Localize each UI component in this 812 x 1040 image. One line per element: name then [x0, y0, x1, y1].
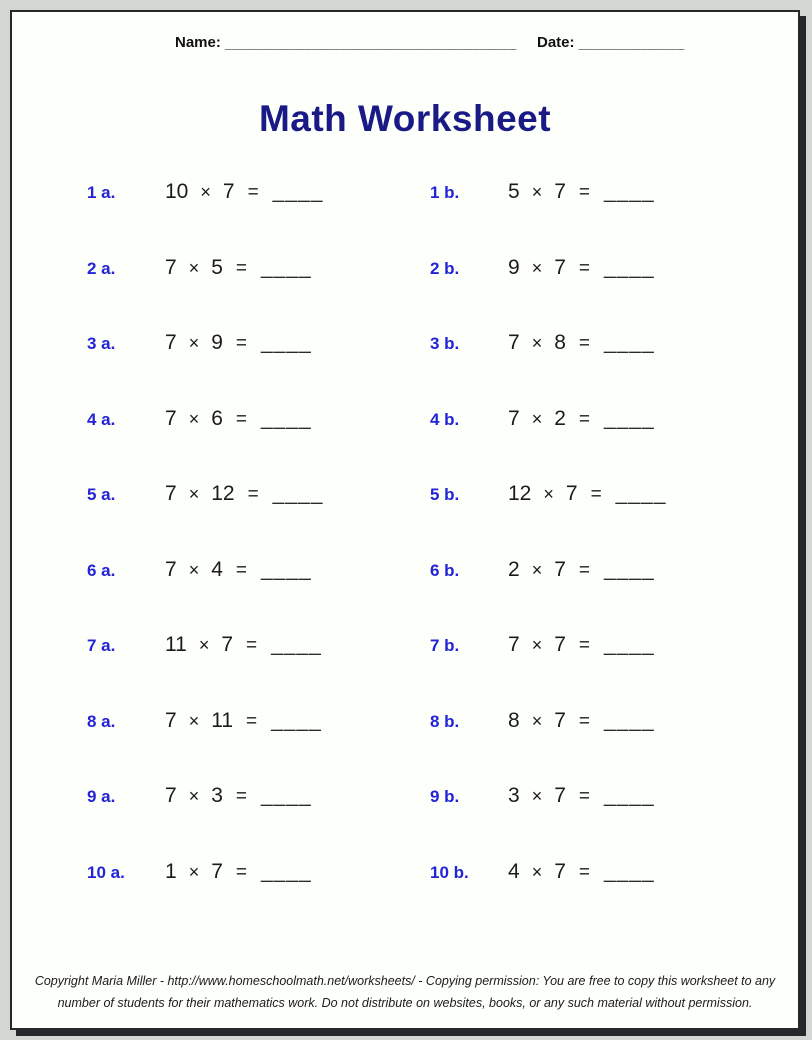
factor-2: 6 — [211, 406, 223, 430]
problem-expression — [508, 180, 655, 204]
problem-label: 9 b. — [430, 787, 460, 806]
worksheet-page — [10, 10, 800, 1030]
times-sign: × — [531, 635, 543, 655]
copyright-footer — [12, 970, 798, 1014]
problem-label: 7 b. — [430, 636, 460, 655]
equals-sign: = — [246, 710, 258, 732]
times-sign: × — [531, 408, 543, 429]
problem-label: 4 a. — [87, 409, 116, 429]
problem-expression — [165, 784, 312, 808]
equals-sign: = — [247, 484, 259, 505]
answer-blank: ____ — [604, 633, 655, 656]
problem-label: 1 b. — [430, 183, 460, 202]
factor-2: 9 — [211, 331, 223, 354]
equals-sign: = — [578, 786, 590, 807]
problem-2b — [430, 256, 798, 332]
problem-expression — [165, 709, 322, 733]
problem-label: 1 a. — [87, 183, 116, 202]
problem-expression — [508, 407, 655, 431]
answer-blank: ____ — [615, 482, 667, 505]
answer-blank: ____ — [604, 406, 655, 430]
equals-sign: = — [235, 559, 247, 581]
factor-2: 7 — [554, 255, 566, 279]
problem-expression — [165, 860, 312, 884]
factor-1: 10 — [165, 180, 189, 203]
factor-1: 7 — [165, 784, 177, 807]
equals-sign: = — [235, 408, 247, 430]
problems-grid — [12, 180, 798, 935]
problem-label: 5 b. — [430, 485, 460, 504]
name-line: _________________________________ — [225, 34, 517, 51]
factor-1: 7 — [165, 708, 177, 732]
equals-sign: = — [578, 710, 590, 732]
times-sign: × — [543, 484, 554, 504]
answer-blank: ____ — [271, 708, 322, 732]
factor-2: 3 — [211, 784, 223, 807]
factor-1: 8 — [508, 708, 520, 732]
problem-label: 8 b. — [430, 711, 460, 731]
equals-sign: = — [247, 182, 259, 203]
times-sign: × — [188, 710, 200, 731]
answer-blank: ____ — [604, 784, 655, 807]
factor-2: 7 — [554, 180, 566, 203]
factor-2: 2 — [554, 406, 566, 430]
times-sign: × — [198, 635, 210, 655]
problem-5a — [87, 482, 430, 558]
times-sign: × — [188, 408, 200, 429]
times-sign: × — [531, 559, 543, 580]
equals-sign: = — [578, 635, 590, 656]
problem-7a — [87, 633, 430, 709]
equals-sign: = — [235, 333, 247, 354]
times-sign: × — [188, 257, 200, 278]
equals-sign: = — [578, 559, 590, 581]
problem-expression — [165, 482, 323, 506]
answer-blank: ____ — [604, 180, 655, 203]
problem-6b — [430, 558, 798, 634]
problem-expression — [508, 256, 655, 280]
factor-1: 7 — [165, 331, 177, 354]
times-sign: × — [188, 559, 200, 580]
factor-2: 7 — [554, 557, 566, 581]
times-sign: × — [531, 861, 543, 882]
copyright-line-2: number of students for their mathematics work. Do not distribute on websites, books, or any such material without permission. — [57, 996, 753, 1010]
date-label: Date: — [537, 34, 575, 51]
problem-10b — [430, 860, 798, 936]
times-sign: × — [188, 484, 200, 504]
factor-1: 7 — [165, 406, 177, 430]
factor-1: 4 — [508, 859, 520, 883]
date-group — [537, 34, 685, 51]
equals-sign: = — [235, 257, 247, 279]
answer-blank: ____ — [261, 255, 312, 279]
name-label: Name: — [175, 34, 221, 51]
problem-expression — [508, 784, 655, 808]
answer-blank: ____ — [604, 331, 655, 354]
problem-label: 9 a. — [87, 787, 116, 806]
problem-label: 5 a. — [87, 485, 116, 504]
problem-label: 3 b. — [430, 334, 460, 353]
times-sign: × — [531, 333, 543, 353]
answer-blank: ____ — [261, 557, 312, 581]
problem-2a — [87, 256, 430, 332]
answer-blank: ____ — [604, 255, 655, 279]
problem-9a — [87, 784, 430, 860]
problem-expression — [508, 709, 655, 733]
answer-blank: ____ — [261, 784, 312, 807]
page-title: Math Worksheet — [258, 98, 552, 139]
problem-expression — [508, 331, 655, 355]
factor-2: 7 — [554, 784, 566, 807]
answer-blank: ____ — [271, 633, 322, 656]
problem-7b — [430, 633, 798, 709]
equals-sign: = — [578, 861, 590, 883]
factor-1: 12 — [508, 482, 532, 505]
factor-2: 7 — [554, 633, 566, 656]
equals-sign: = — [235, 861, 247, 883]
problem-expression — [508, 633, 655, 657]
answer-blank: ____ — [261, 331, 312, 354]
equals-sign: = — [590, 484, 602, 505]
problem-8b — [430, 709, 798, 785]
factor-2: 7 — [211, 859, 223, 883]
problem-4a — [87, 407, 430, 483]
answer-blank: ____ — [604, 859, 655, 883]
answer-blank: ____ — [604, 708, 655, 732]
factor-1: 7 — [165, 255, 177, 279]
problem-expression — [508, 558, 655, 582]
problem-label: 2 a. — [87, 258, 116, 278]
times-sign: × — [188, 786, 200, 806]
factor-1: 7 — [508, 406, 520, 430]
factor-1: 2 — [508, 557, 520, 581]
times-sign: × — [531, 182, 543, 202]
problem-expression — [165, 407, 312, 431]
problem-label: 2 b. — [430, 258, 460, 278]
equals-sign: = — [578, 257, 590, 279]
times-sign: × — [531, 257, 543, 278]
factor-2: 5 — [211, 255, 223, 279]
factor-2: 7 — [221, 633, 234, 656]
factor-1: 7 — [165, 557, 177, 581]
factor-2: 4 — [211, 557, 223, 581]
answer-blank: ____ — [261, 859, 312, 883]
factor-1: 7 — [508, 633, 520, 656]
problem-label: 3 a. — [87, 334, 116, 353]
answer-blank: ____ — [272, 180, 324, 203]
problem-label: 6 b. — [430, 560, 460, 580]
problem-4b — [430, 407, 798, 483]
factor-1: 7 — [165, 482, 177, 505]
times-sign: × — [188, 333, 200, 353]
equals-sign: = — [578, 333, 590, 354]
copyright-line-1: Copyright Maria Miller - http://www.homeschoolmath.net/worksheets/ - Copying permission: You are free to copy this worksheet to any — [34, 974, 776, 988]
answer-blank: ____ — [272, 482, 324, 505]
factor-1: 5 — [508, 180, 520, 203]
equals-sign: = — [235, 786, 247, 807]
factor-1: 3 — [508, 784, 520, 807]
problem-label: 10 b. — [430, 862, 469, 882]
problem-expression — [508, 482, 666, 506]
problem-6a — [87, 558, 430, 634]
problem-label: 8 a. — [87, 711, 116, 731]
equals-sign: = — [246, 635, 258, 656]
factor-2: 7 — [222, 180, 235, 203]
times-sign: × — [531, 710, 543, 731]
date-line: ____________ — [578, 34, 685, 51]
problem-5b — [430, 482, 798, 558]
problem-9b — [430, 784, 798, 860]
factor-2: 7 — [565, 482, 578, 505]
factor-1: 1 — [165, 859, 177, 883]
problem-10a — [87, 860, 430, 936]
problem-expression — [165, 256, 312, 280]
name-date-row — [175, 34, 778, 51]
factor-1: 7 — [508, 331, 520, 354]
equals-sign: = — [578, 408, 590, 430]
problem-expression — [165, 331, 312, 355]
factor-1: 11 — [165, 633, 187, 656]
factor-2: 11 — [211, 708, 234, 732]
equals-sign: = — [578, 182, 590, 203]
problem-label: 10 a. — [87, 862, 125, 882]
answer-blank: ____ — [604, 557, 655, 581]
problem-1b — [430, 180, 798, 256]
problem-label: 4 b. — [430, 409, 460, 429]
factor-2: 8 — [554, 331, 566, 354]
problem-expression — [165, 180, 323, 204]
factor-2: 12 — [211, 482, 235, 505]
times-sign: × — [531, 786, 543, 806]
factor-2: 7 — [554, 859, 566, 883]
problem-expression — [165, 558, 312, 582]
answer-blank: ____ — [261, 406, 312, 430]
problem-3a — [87, 331, 430, 407]
problem-1a — [87, 180, 430, 256]
factor-1: 9 — [508, 255, 520, 279]
problem-expression — [508, 860, 655, 884]
problem-label: 6 a. — [87, 560, 116, 580]
factor-2: 7 — [554, 708, 566, 732]
times-sign: × — [188, 861, 200, 882]
times-sign: × — [200, 182, 211, 202]
problem-expression — [165, 633, 322, 657]
problem-3b — [430, 331, 798, 407]
problem-label: 7 a. — [87, 636, 116, 655]
problem-8a — [87, 709, 430, 785]
